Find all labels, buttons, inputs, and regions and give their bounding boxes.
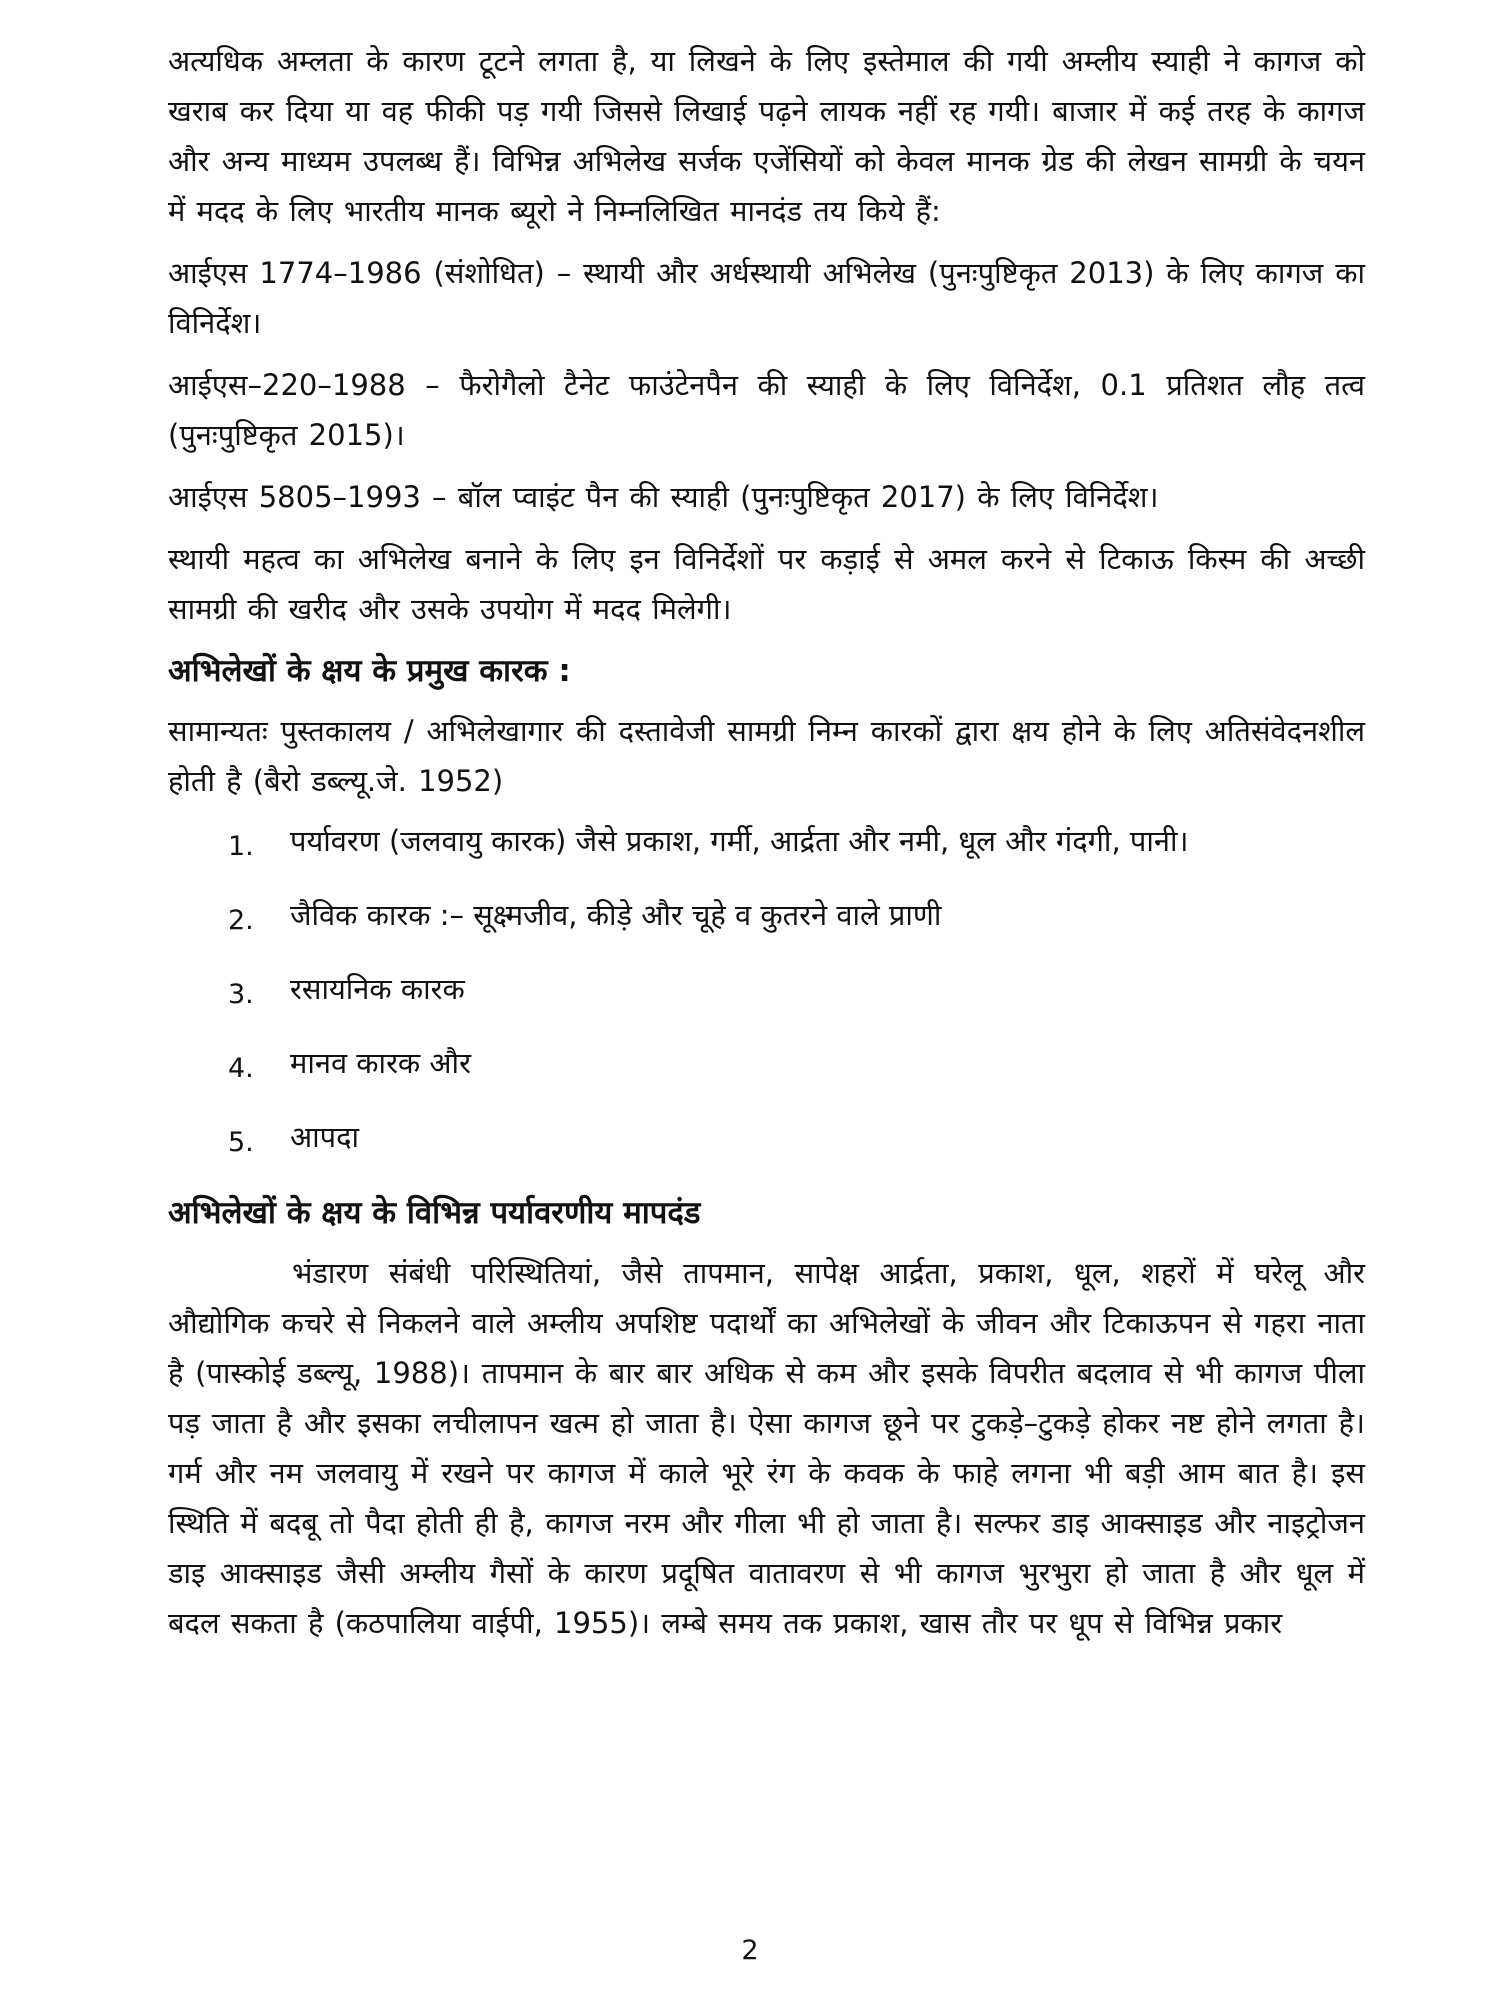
list-item-number: 4. <box>228 1053 254 1084</box>
list-item-number: 2. <box>228 905 254 936</box>
list-item <box>168 1040 1365 1092</box>
paragraph-is-1774: आईएस 1774–1986 (संशोधित) – स्थायी और अर्धस्थायी अभिलेख (पुनःपुष्टिकृत 2013) के लिए कागज का विनिर्देश। <box>168 256 1365 340</box>
list-item-number: 5. <box>228 1127 254 1158</box>
list-item-number: 3. <box>228 979 254 1010</box>
list-item <box>168 1114 1365 1166</box>
paragraph-environmental-body: भंडारण संबंधी परिस्थितियां, जैसे तापमान, सापेक्ष आर्द्रता, प्रकाश, धूल, शहरों में घरेलू और औद्योगिक कचरे से निकलने वाले अम्लीय अपशिष्ट पदार्थों का अभिलेखों के जीवन और टिकाऊपन से गहरा नाता है (पास्कोई डब्ल्यू, 1988)। तापमान के बार बार अधिक से कम और इसके विपरीत बदलाव से भी कागज पीला पड़ जाता है और इसका लचीलापन खत्म हो जाता है। ऐसा कागज छूने पर टुकड़े–टुकड़े होकर नष्ट होने लगता है। गर्म और नम जलवायु में रखने पर कागज में काले भूरे रंग के कवक के फाहे लगना भी बड़ी आम बात है। इस स्थिति में बदबू तो पैदा होती ही है, कागज नरम और गीला भी हो जाता है। सल्फर डाइ आक्साइड और नाइट्रोजन डाइ आक्साइड जैसी अम्लीय गैसों के कारण प्रदूषित वातावरण से भी कागज भुरभुरा हो जाता है और धूल में बदल सकता है (कठपालिया वाईपी, 1955)। लम्बे समय तक प्रकाश, खास तौर पर धूप से विभिन्न प्रकार <box>168 1256 1365 1640</box>
list-item <box>168 892 1365 944</box>
page-number: 2 <box>741 1935 759 1966</box>
list-item-text: आपदा <box>290 1120 360 1154</box>
section-heading-decay-factors: अभिलेखों के क्षय के प्रमुख कारक : <box>168 653 571 689</box>
list-item <box>168 966 1365 1018</box>
list-item-text: मानव कारक और <box>290 1046 471 1080</box>
list-item-text: जैविक कारक :– सूक्ष्मजीव, कीड़े और चूहे व कुतरने वाले प्राणी <box>290 898 942 932</box>
paragraph-standards-intro: अत्यधिक अम्लता के कारण टूटने लगता है, या लिखने के लिए इस्तेमाल की गयी अम्लीय स्याही ने कागज को खराब कर दिया या वह फीकी पड़ गयी जिससे लिखाई पढ़ने लायक नहीं रह गयी। बाजार में कई तरह के कागज और अन्य माध्यम उपलब्ध हैं। विभिन्न अभिलेख सर्जक एजेंसियों को केवल मानक ग्रेड की लेखन सामग्री के चयन में मदद के लिए भारतीय मानक ब्यूरो ने निम्नलिखित मानदंड तय किये हैं: <box>168 44 1365 228</box>
list-item <box>168 818 1365 870</box>
paragraph-decay-intro: सामान्यतः पुस्तकालय / अभिलेखागार की दस्तावेजी सामग्री निम्न कारकों द्वारा क्षय होने के लिए अतिसंवेदनशील होती है (बैरो डब्ल्यू.जे. 1952) <box>168 714 1365 798</box>
paragraph-is-220: आईएस–220–1988 – फैरोगैलो टैनेट फाउंटेनपैन की स्याही के लिए विनिर्देश, 0.1 प्रतिशत लौह तत्व (पुनःपुष्टिकृत 2015)। <box>168 368 1365 452</box>
list-item-text: रसायनिक कारक <box>290 972 465 1006</box>
decay-factors-list <box>168 818 1365 1166</box>
list-item-number: 1. <box>228 831 254 862</box>
list-item-text: पर्यावरण (जलवायु कारक) जैसे प्रकाश, गर्मी, आर्द्रता और नमी, धूल और गंदगी, पानी। <box>290 824 1189 858</box>
section-heading-environmental-parameters: अभिलेखों के क्षय के विभिन्न पर्यावरणीय मापदंड <box>168 1195 701 1231</box>
paragraph-standards-benefit: स्थायी महत्व का अभिलेख बनाने के लिए इन विनिर्देशों पर कड़ाई से अमल करने से टिकाऊ किस्म की अच्छी सामग्री की खरीद और उसके उपयोग में मदद मिलेगी। <box>168 542 1365 626</box>
document-page <box>168 36 1365 1660</box>
paragraph-is-5805: आईएस 5805–1993 – बॉल प्वाइंट पैन की स्याही (पुनःपुष्टिकृत 2017) के लिए विनिर्देश। <box>168 480 1159 514</box>
